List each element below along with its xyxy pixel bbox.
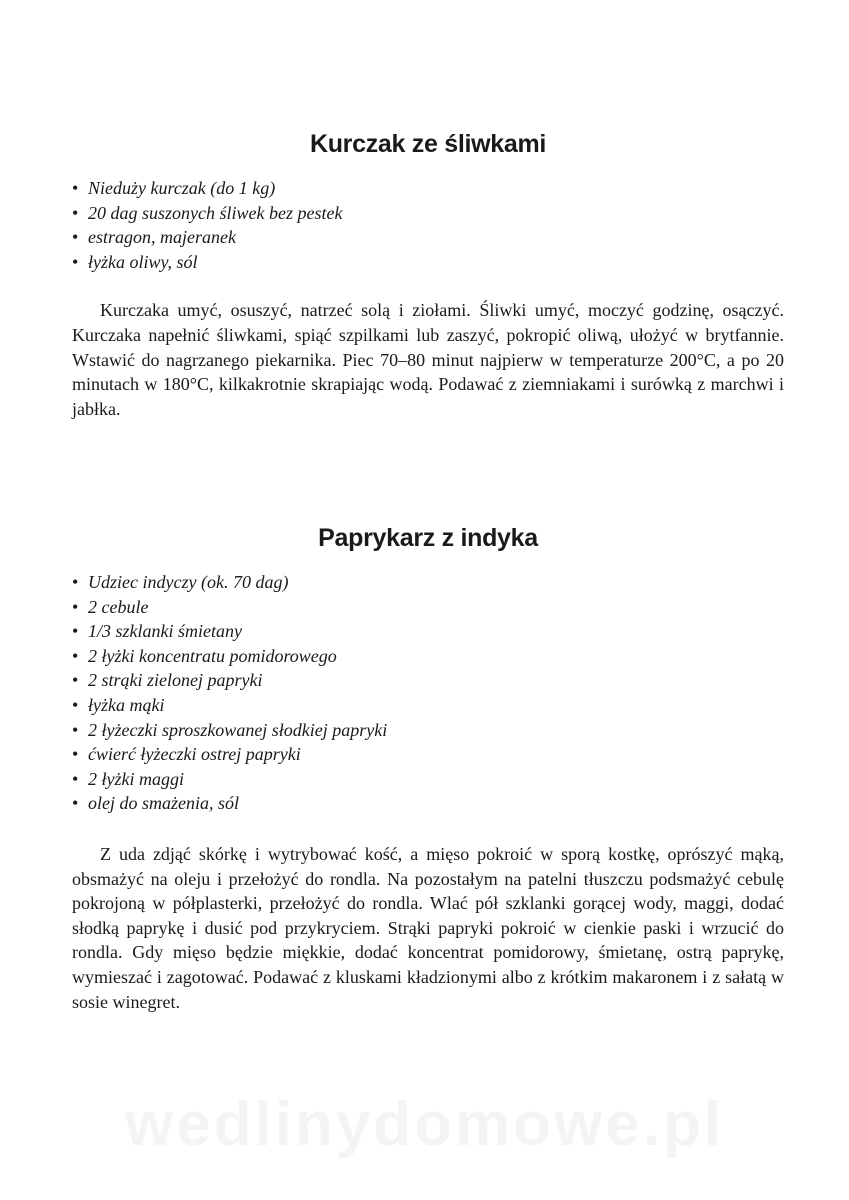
ingredient-item: • Udziec indyczy (ok. 70 dag) <box>72 570 784 595</box>
bullet-icon: • <box>72 645 79 666</box>
ingredient-item: • 2 łyżeczki sproszkowanej słodkiej papryki <box>72 718 784 743</box>
ingredient-item: • 2 strąki zielonej papryki <box>72 668 784 693</box>
bullet-icon: • <box>72 694 79 715</box>
bullet-icon: • <box>72 572 79 592</box>
ingredient-item: • 2 cebule <box>72 595 784 620</box>
recipe-instructions: Z uda zdjąć skórkę i wytrybować kość, a mięso pokroić w sporą kostkę, oprószyć mąką, obsmażyć na oleju i przełożyć do rondla. Na pozostałym na patelni tłuszczu podsmażyć cebulę pokrojoną w półplasterki, przełożyć do rondla. Wlać pół szklanki gorącej wody, maggi, dodać słodką paprykę i dusić pod przykryciem. Strąki papryki pokroić w cienkie paski i wrzucić do rondla. Gdy mięso będzie miękkie, dodać koncentrat pomidorowy, śmietanę, ostrą paprykę, wymieszać i zagotować. Podawać z kluskami kładzionymi albo z krótkim makaronem i z sałatą w sosie winegret. <box>72 843 784 1012</box>
bullet-icon: • <box>72 719 79 740</box>
recipe-instructions: Kurczaka umyć, osuszyć, natrzeć solą i ziołami. Śliwki umyć, moczyć godzinę, osączyć. Kurczaka napełnić śliwkami, spiąć szpilkami lub zaszyć, pokropić oliwą, ułożyć w brytfannie. Wstawić do nagrzanego piekarnika. Piec 70–80 minut najpierw w temperaturze 200°C, a po 20 minutach w 180°C, kilkakrotnie skrapiając wodą. Podawać z ziemniakami i surówką z marchwi i jabłka. <box>72 300 784 419</box>
bullet-icon: • <box>72 744 79 765</box>
bullet-icon: • <box>72 621 79 642</box>
bullet-icon: • <box>72 202 79 223</box>
watermark <box>0 1090 849 1160</box>
bullet-icon: • <box>72 178 79 198</box>
ingredient-item: • 20 dag suszonych śliwek bez pestek <box>72 201 784 226</box>
bullet-icon: • <box>72 227 79 248</box>
ingredient-item: • 1/3 szklanki śmietany <box>72 619 784 644</box>
ingredient-item: • olej do smażenia, sól <box>72 791 784 816</box>
bullet-icon: • <box>72 670 79 691</box>
ingredient-item: • Nieduży kurczak (do 1 kg) <box>72 176 784 201</box>
bullet-icon: • <box>72 251 79 272</box>
ingredient-item: • łyżka oliwy, sól <box>72 250 784 275</box>
ingredient-item: • 2 łyżki maggi <box>72 767 784 792</box>
bullet-icon: • <box>72 596 79 617</box>
recipe-paprykarz-z-indyka <box>72 522 784 1014</box>
bullet-icon: • <box>72 768 79 789</box>
ingredient-item: • estragon, majeranek <box>72 225 784 250</box>
ingredient-item: • łyżka mąki <box>72 693 784 718</box>
ingredient-item: • ćwierć łyżeczki ostrej papryki <box>72 742 784 767</box>
recipe-title: Kurczak ze śliwkami <box>309 130 547 158</box>
bullet-icon: • <box>72 793 79 814</box>
ingredient-list <box>72 176 784 274</box>
ingredient-list <box>72 570 784 816</box>
recipe-kurczak-ze-sliwkami <box>72 128 784 421</box>
ingredient-item: • 2 łyżki koncentratu pomidorowego <box>72 644 784 669</box>
recipe-title: Paprykarz z indyka <box>318 524 538 552</box>
